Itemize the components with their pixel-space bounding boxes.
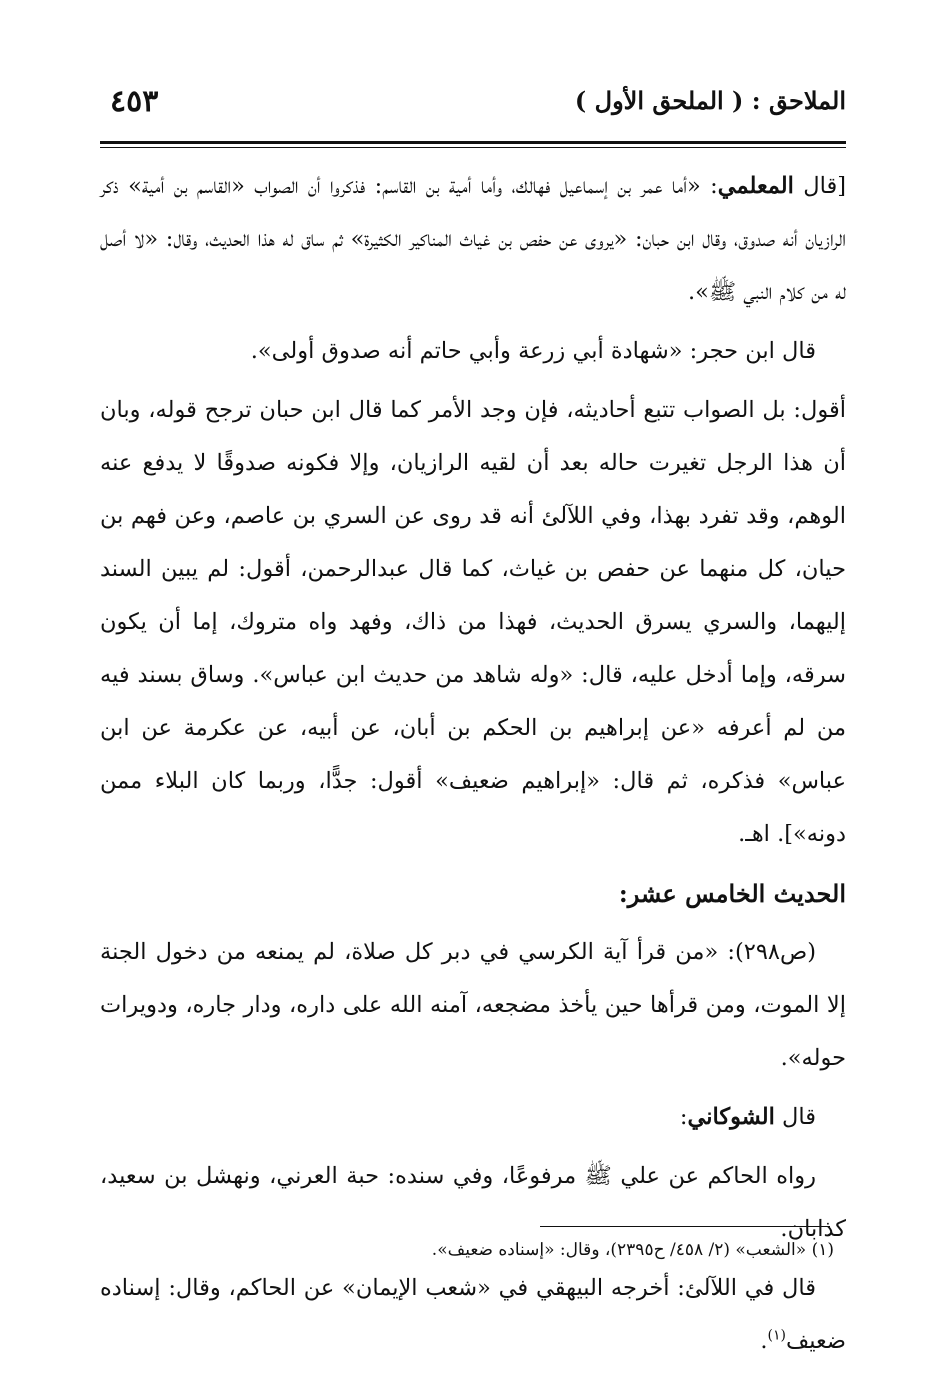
header-rule [100,141,846,144]
paragraph-prefix: قال [774,1104,816,1130]
paragraph-ibn-hajar: قال ابن حجر: «شهادة أبي زرعة وأبي حاتم أنه صدوق أولى». [250,338,816,364]
paragraph-almuallimi [100,160,846,319]
author-name-shawkani: الشوكاني [687,1104,775,1130]
paragraph-hadith: (ص٢٩٨): «من قرأ آية الكرسي في دبر كل صلاة، لم يمنعه من دخول الجنة إلا الموت، ومن قرأها حين يأخذ مضجعه، آمنه الله على داره، ودار جاره، ودويرات حوله». [100,939,846,1071]
running-head: الملاحق : ( الملحق الأول ) [574,86,846,115]
paragraph-suffix: : [679,1104,688,1130]
section-heading: الحديث الخامس عشر: [618,879,846,908]
footnote-marker: (١) [767,1327,786,1344]
page-header [100,84,846,134]
paragraph-shawkani-label [100,1091,846,1144]
author-name-almuallimi: المعلمي [717,173,794,199]
paragraph-text: : «أما عمر بن إسماعيل فهالك، وأما أمية بن القاسم: فذكروا أن الصواب «القاسم بن أمية» ذكر الرازيان أنه صدوق، وقال ابن حبان: «يروى عن حفص بن غياث المناكير الكثيرة» ثم ساق له هذا الحديث، وقال: «لا أصل له من كلام النبي ﷺ». [100,173,846,305]
paragraph-hakim: رواه الحاكم عن علي ﷺ مرفوعًا، وفي سنده: حبة العرني، ونهشل بن سعيد، كذابان. [100,1163,846,1242]
paragraph-laali [100,1262,846,1368]
paragraph-end: . [760,1328,768,1354]
paragraph-aqulu: أقول: بل الصواب تتبع أحاديثه، فإن وجد الأمر كما قال ابن حبان ترجح قوله، وبان أن هذا الرجل تغيرت حاله بعد أن لقيه الرازيان، وإلا فكونه صدوقًا لا يدفع عنه الوهم، وقد تفرد بهذا، وفي اللآلئ أنه قد روى عن السري بن عاصم، وعن فهم بن حيان، كل منهما عن حفص بن غياث، كما قال عبدالرحمن، أقول: لم يبين السند إليهما، والسري يسرق الحديث، فهذا من ذاك، وفهد واه متروك، إما أن يكون سرقه، وإما أدخل عليه، قال: «وله شاهد من حديث ابن عباس». وساق بسند فيه من لم أعرفه «عن إبراهيم بن الحكم بن أبان، عن أبيه، عن عكرمة عن ابن عباس» فذكره، ثم قال: «إبراهيم ضعيف» أقول: جدًّا، وربما كان البلاء ممن دونه»]. اهـ. [100,397,846,847]
body-text [100,160,846,1368]
paragraph-text: قال في اللآلئ: أخرجه البيهقي في «شعب الإيمان» عن الحاكم، وقال: إسناده ضعيف [100,1275,846,1354]
header-rule-thin [100,147,846,148]
footnote-rule [540,1226,830,1227]
page-number: ٤٥٣ [110,84,159,119]
paragraph-prefix: [قال [793,173,846,199]
footnote: (١) «الشعب» (٢/ ٤٥٨/ ح٢٣٩٥)، وقال: «إسناده ضعيف». [431,1240,834,1260]
